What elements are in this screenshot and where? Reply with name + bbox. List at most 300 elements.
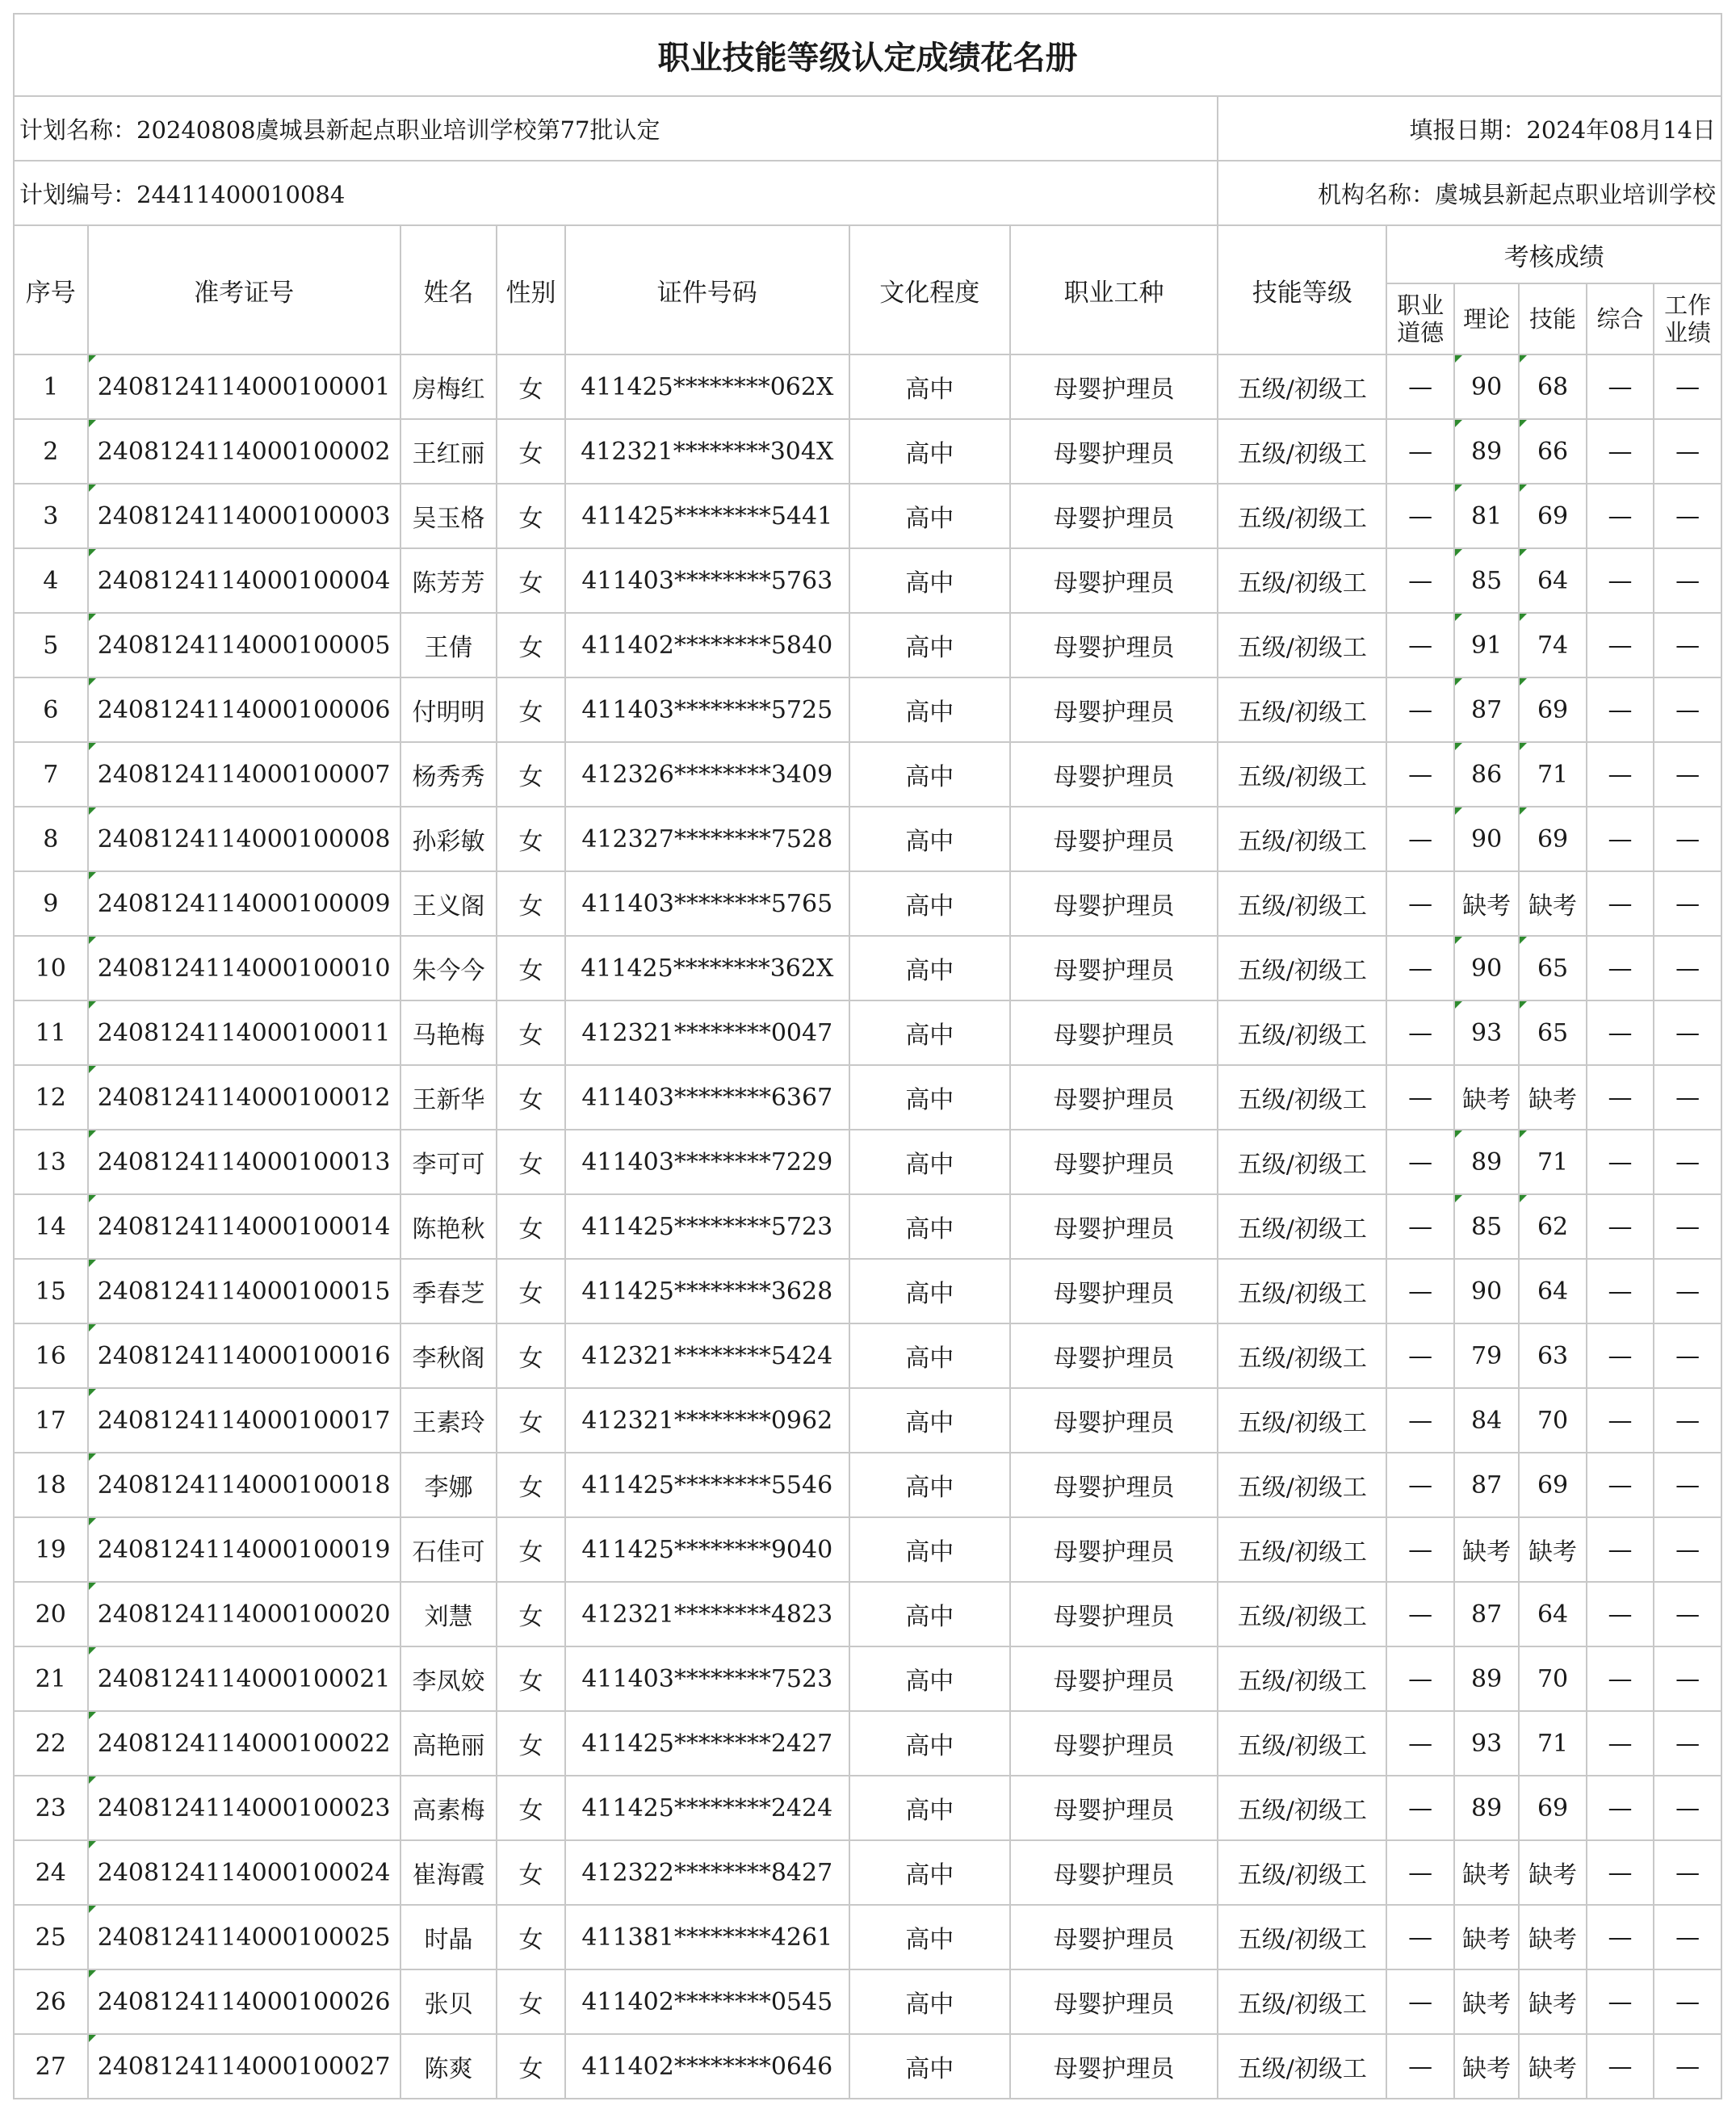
cell-gender: 女 <box>497 1517 564 1582</box>
cell-work-performance: — <box>1654 677 1721 742</box>
cell-occupation: 母婴护理员 <box>1010 1646 1218 1711</box>
cell-comprehensive: — <box>1587 1130 1654 1194</box>
cell-occupation: 母婴护理员 <box>1010 1840 1218 1905</box>
cell-gender: 女 <box>497 1969 564 2034</box>
cell-comprehensive: — <box>1587 1711 1654 1776</box>
cell-ethics: — <box>1386 1453 1453 1517</box>
cell-comprehensive: — <box>1587 936 1654 1000</box>
cell-occupation: 母婴护理员 <box>1010 419 1218 484</box>
header-work-performance: 工作 业绩 <box>1654 283 1721 354</box>
cell-education: 高中 <box>849 1646 1010 1711</box>
cell-id-number: 411403********5763 <box>565 548 849 613</box>
cell-comprehensive: — <box>1587 1969 1654 2034</box>
cell-ethics: — <box>1386 1711 1453 1776</box>
header-ethics: 职业 道德 <box>1386 283 1453 354</box>
cell-occupation: 母婴护理员 <box>1010 1388 1218 1453</box>
cell-exam-id: 2408124114000100004 <box>88 548 400 613</box>
cell-ethics: — <box>1386 613 1453 677</box>
cell-ethics: — <box>1386 2034 1453 2099</box>
cell-skill: 69 <box>1519 484 1586 548</box>
cell-ethics: — <box>1386 677 1453 742</box>
cell-seq: 4 <box>14 548 88 613</box>
cell-work-performance: — <box>1654 1388 1721 1453</box>
cell-seq: 25 <box>14 1905 88 1969</box>
cell-skill: 69 <box>1519 807 1586 871</box>
cell-occupation: 母婴护理员 <box>1010 936 1218 1000</box>
cell-exam-id: 2408124114000100010 <box>88 936 400 1000</box>
cell-skill: 62 <box>1519 1194 1586 1259</box>
cell-occupation: 母婴护理员 <box>1010 354 1218 419</box>
cell-education: 高中 <box>849 1840 1010 1905</box>
cell-id-number: 411381********4261 <box>565 1905 849 1969</box>
cell-exam-id: 2408124114000100019 <box>88 1517 400 1582</box>
cell-skill-level: 五级/初级工 <box>1218 1517 1386 1582</box>
cell-skill-level: 五级/初级工 <box>1218 1259 1386 1323</box>
table-row <box>14 1711 1721 1776</box>
cell-exam-id: 2408124114000100003 <box>88 484 400 548</box>
cell-exam-id: 2408124114000100016 <box>88 1323 400 1388</box>
cell-work-performance: — <box>1654 1905 1721 1969</box>
page-title: 职业技能等级认定成绩花名册 <box>14 14 1721 96</box>
table-row <box>14 1453 1721 1517</box>
cell-occupation: 母婴护理员 <box>1010 1905 1218 1969</box>
cell-id-number: 411403********5725 <box>565 677 849 742</box>
cell-skill-level: 五级/初级工 <box>1218 484 1386 548</box>
cell-work-performance: — <box>1654 807 1721 871</box>
cell-work-performance: — <box>1654 1711 1721 1776</box>
cell-name: 李可可 <box>400 1130 497 1194</box>
cell-occupation: 母婴护理员 <box>1010 1453 1218 1517</box>
fill-date: 填报日期：2024年08月14日 <box>1218 96 1721 161</box>
cell-gender: 女 <box>497 419 564 484</box>
cell-name: 王新华 <box>400 1065 497 1130</box>
cell-gender: 女 <box>497 1453 564 1517</box>
cell-gender: 女 <box>497 1194 564 1259</box>
cell-education: 高中 <box>849 1323 1010 1388</box>
cell-occupation: 母婴护理员 <box>1010 1259 1218 1323</box>
table-row <box>14 1194 1721 1259</box>
cell-theory: 93 <box>1454 1000 1519 1065</box>
table-row <box>14 1646 1721 1711</box>
cell-education: 高中 <box>849 613 1010 677</box>
cell-exam-id: 2408124114000100009 <box>88 871 400 936</box>
cell-theory: 89 <box>1454 1646 1519 1711</box>
cell-theory: 93 <box>1454 1711 1519 1776</box>
cell-work-performance: — <box>1654 1517 1721 1582</box>
cell-comprehensive: — <box>1587 1194 1654 1259</box>
cell-name: 高艳丽 <box>400 1711 497 1776</box>
cell-comprehensive: — <box>1587 1840 1654 1905</box>
cell-work-performance: — <box>1654 1582 1721 1646</box>
cell-theory: 缺考 <box>1454 1065 1519 1130</box>
header-exam-id: 准考证号 <box>88 225 400 354</box>
cell-education: 高中 <box>849 807 1010 871</box>
cell-skill: 71 <box>1519 1711 1586 1776</box>
cell-education: 高中 <box>849 1130 1010 1194</box>
cell-work-performance: — <box>1654 1776 1721 1840</box>
cell-seq: 20 <box>14 1582 88 1646</box>
cell-name: 李凤姣 <box>400 1646 497 1711</box>
cell-ethics: — <box>1386 1130 1453 1194</box>
cell-occupation: 母婴护理员 <box>1010 613 1218 677</box>
cell-skill-level: 五级/初级工 <box>1218 613 1386 677</box>
table-row <box>14 2034 1721 2099</box>
cell-education: 高中 <box>849 1711 1010 1776</box>
cell-seq: 16 <box>14 1323 88 1388</box>
cell-name: 张贝 <box>400 1969 497 2034</box>
cell-seq: 5 <box>14 613 88 677</box>
cell-name: 孙彩敏 <box>400 807 497 871</box>
cell-work-performance: — <box>1654 484 1721 548</box>
plan-name: 计划名称：20240808虞城县新起点职业培训学校第77批认定 <box>14 96 1218 161</box>
cell-skill: 缺考 <box>1519 1517 1586 1582</box>
cell-occupation: 母婴护理员 <box>1010 742 1218 807</box>
cell-comprehensive: — <box>1587 1259 1654 1323</box>
cell-skill: 缺考 <box>1519 1840 1586 1905</box>
cell-ethics: — <box>1386 1776 1453 1840</box>
cell-id-number: 412327********7528 <box>565 807 849 871</box>
cell-comprehensive: — <box>1587 677 1654 742</box>
cell-id-number: 412321********4823 <box>565 1582 849 1646</box>
cell-exam-id: 2408124114000100024 <box>88 1840 400 1905</box>
cell-theory: 缺考 <box>1454 1517 1519 1582</box>
header-skill-level: 技能等级 <box>1218 225 1386 354</box>
cell-name: 李娜 <box>400 1453 497 1517</box>
header-scores-group: 考核成绩 <box>1386 225 1721 283</box>
cell-id-number: 411425********062X <box>565 354 849 419</box>
cell-name: 陈艳秋 <box>400 1194 497 1259</box>
cell-gender: 女 <box>497 936 564 1000</box>
cell-gender: 女 <box>497 1840 564 1905</box>
cell-name: 崔海霞 <box>400 1840 497 1905</box>
cell-theory: 缺考 <box>1454 1840 1519 1905</box>
cell-exam-id: 2408124114000100020 <box>88 1582 400 1646</box>
cell-education: 高中 <box>849 354 1010 419</box>
cell-skill-level: 五级/初级工 <box>1218 419 1386 484</box>
table-row <box>14 484 1721 548</box>
cell-gender: 女 <box>497 613 564 677</box>
cell-ethics: — <box>1386 1517 1453 1582</box>
cell-seq: 10 <box>14 936 88 1000</box>
table-row <box>14 1969 1721 2034</box>
cell-work-performance: — <box>1654 1065 1721 1130</box>
cell-theory: 89 <box>1454 419 1519 484</box>
cell-id-number: 411402********0545 <box>565 1969 849 2034</box>
cell-ethics: — <box>1386 1905 1453 1969</box>
cell-work-performance: — <box>1654 613 1721 677</box>
cell-comprehensive: — <box>1587 613 1654 677</box>
cell-seq: 6 <box>14 677 88 742</box>
cell-theory: 89 <box>1454 1130 1519 1194</box>
cell-gender: 女 <box>497 2034 564 2099</box>
cell-gender: 女 <box>497 807 564 871</box>
cell-work-performance: — <box>1654 2034 1721 2099</box>
cell-exam-id: 2408124114000100006 <box>88 677 400 742</box>
cell-id-number: 411425********5546 <box>565 1453 849 1517</box>
cell-skill: 69 <box>1519 1776 1586 1840</box>
cell-id-number: 411425********2424 <box>565 1776 849 1840</box>
table-row <box>14 1840 1721 1905</box>
cell-theory: 81 <box>1454 484 1519 548</box>
cell-seq: 7 <box>14 742 88 807</box>
cell-occupation: 母婴护理员 <box>1010 1194 1218 1259</box>
cell-seq: 22 <box>14 1711 88 1776</box>
table-row <box>14 1323 1721 1388</box>
cell-theory: 90 <box>1454 354 1519 419</box>
cell-ethics: — <box>1386 1259 1453 1323</box>
cell-work-performance: — <box>1654 1840 1721 1905</box>
cell-skill: 69 <box>1519 677 1586 742</box>
header-id-number: 证件号码 <box>565 225 849 354</box>
cell-seq: 18 <box>14 1453 88 1517</box>
cell-work-performance: — <box>1654 1323 1721 1388</box>
cell-exam-id: 2408124114000100017 <box>88 1388 400 1453</box>
cell-ethics: — <box>1386 1969 1453 2034</box>
cell-comprehensive: — <box>1587 1388 1654 1453</box>
cell-comprehensive: — <box>1587 807 1654 871</box>
cell-ethics: — <box>1386 548 1453 613</box>
cell-skill-level: 五级/初级工 <box>1218 677 1386 742</box>
cell-name: 朱今今 <box>400 936 497 1000</box>
table-row <box>14 419 1721 484</box>
cell-name: 陈爽 <box>400 2034 497 2099</box>
cell-id-number: 412322********8427 <box>565 1840 849 1905</box>
cell-comprehensive: — <box>1587 871 1654 936</box>
cell-skill-level: 五级/初级工 <box>1218 1194 1386 1259</box>
cell-education: 高中 <box>849 1582 1010 1646</box>
header-skill: 技能 <box>1519 283 1586 354</box>
cell-exam-id: 2408124114000100021 <box>88 1646 400 1711</box>
cell-skill-level: 五级/初级工 <box>1218 936 1386 1000</box>
cell-exam-id: 2408124114000100015 <box>88 1259 400 1323</box>
cell-skill: 70 <box>1519 1646 1586 1711</box>
cell-gender: 女 <box>497 548 564 613</box>
cell-gender: 女 <box>497 1323 564 1388</box>
cell-occupation: 母婴护理员 <box>1010 1323 1218 1388</box>
cell-theory: 85 <box>1454 548 1519 613</box>
cell-skill-level: 五级/初级工 <box>1218 1905 1386 1969</box>
cell-comprehensive: — <box>1587 1517 1654 1582</box>
cell-id-number: 412321********5424 <box>565 1323 849 1388</box>
cell-skill: 71 <box>1519 742 1586 807</box>
cell-work-performance: — <box>1654 354 1721 419</box>
cell-exam-id: 2408124114000100023 <box>88 1776 400 1840</box>
cell-skill: 69 <box>1519 1453 1586 1517</box>
cell-skill-level: 五级/初级工 <box>1218 1323 1386 1388</box>
cell-skill: 66 <box>1519 419 1586 484</box>
cell-seq: 1 <box>14 354 88 419</box>
cell-gender: 女 <box>497 1065 564 1130</box>
cell-theory: 87 <box>1454 1582 1519 1646</box>
table-row <box>14 936 1721 1000</box>
cell-theory: 79 <box>1454 1323 1519 1388</box>
cell-gender: 女 <box>497 1776 564 1840</box>
cell-education: 高中 <box>849 1259 1010 1323</box>
cell-id-number: 411403********6367 <box>565 1065 849 1130</box>
cell-exam-id: 2408124114000100005 <box>88 613 400 677</box>
cell-skill-level: 五级/初级工 <box>1218 1453 1386 1517</box>
cell-work-performance: — <box>1654 419 1721 484</box>
cell-ethics: — <box>1386 1582 1453 1646</box>
cell-skill-level: 五级/初级工 <box>1218 1065 1386 1130</box>
cell-education: 高中 <box>849 936 1010 1000</box>
plan-number: 计划编号：24411400010084 <box>14 161 1218 225</box>
table-row <box>14 1582 1721 1646</box>
cell-id-number: 411425********9040 <box>565 1517 849 1582</box>
cell-id-number: 411403********7523 <box>565 1646 849 1711</box>
cell-gender: 女 <box>497 1000 564 1065</box>
cell-seq: 2 <box>14 419 88 484</box>
cell-work-performance: — <box>1654 1453 1721 1517</box>
cell-skill-level: 五级/初级工 <box>1218 2034 1386 2099</box>
cell-gender: 女 <box>497 354 564 419</box>
table-row <box>14 1000 1721 1065</box>
cell-skill-level: 五级/初级工 <box>1218 1582 1386 1646</box>
roster-sheet <box>13 13 1722 2099</box>
cell-ethics: — <box>1386 484 1453 548</box>
cell-name: 王红丽 <box>400 419 497 484</box>
cell-skill-level: 五级/初级工 <box>1218 1969 1386 2034</box>
cell-skill: 缺考 <box>1519 1969 1586 2034</box>
cell-work-performance: — <box>1654 548 1721 613</box>
cell-skill: 71 <box>1519 1130 1586 1194</box>
cell-seq: 12 <box>14 1065 88 1130</box>
cell-seq: 15 <box>14 1259 88 1323</box>
cell-skill-level: 五级/初级工 <box>1218 548 1386 613</box>
table-row <box>14 1130 1721 1194</box>
cell-id-number: 412321********304X <box>565 419 849 484</box>
cell-theory: 89 <box>1454 1776 1519 1840</box>
header-education: 文化程度 <box>849 225 1010 354</box>
cell-work-performance: — <box>1654 1000 1721 1065</box>
cell-seq: 11 <box>14 1000 88 1065</box>
cell-id-number: 412321********0047 <box>565 1000 849 1065</box>
cell-name: 马艳梅 <box>400 1000 497 1065</box>
cell-exam-id: 2408124114000100018 <box>88 1453 400 1517</box>
cell-theory: 91 <box>1454 613 1519 677</box>
table-row <box>14 871 1721 936</box>
org-name: 机构名称：虞城县新起点职业培训学校 <box>1218 161 1721 225</box>
cell-skill-level: 五级/初级工 <box>1218 354 1386 419</box>
cell-skill-level: 五级/初级工 <box>1218 871 1386 936</box>
cell-comprehensive: — <box>1587 484 1654 548</box>
cell-name: 李秋阁 <box>400 1323 497 1388</box>
cell-occupation: 母婴护理员 <box>1010 1711 1218 1776</box>
cell-id-number: 412326********3409 <box>565 742 849 807</box>
header-theory: 理论 <box>1454 283 1519 354</box>
cell-gender: 女 <box>497 1711 564 1776</box>
cell-education: 高中 <box>849 742 1010 807</box>
cell-comprehensive: — <box>1587 1000 1654 1065</box>
table-row <box>14 1905 1721 1969</box>
cell-skill: 65 <box>1519 936 1586 1000</box>
cell-gender: 女 <box>497 1130 564 1194</box>
cell-theory: 85 <box>1454 1194 1519 1259</box>
cell-id-number: 411403********7229 <box>565 1130 849 1194</box>
table-row <box>14 354 1721 419</box>
cell-theory: 86 <box>1454 742 1519 807</box>
cell-occupation: 母婴护理员 <box>1010 484 1218 548</box>
cell-work-performance: — <box>1654 1646 1721 1711</box>
table-row <box>14 742 1721 807</box>
cell-gender: 女 <box>497 871 564 936</box>
cell-exam-id: 2408124114000100014 <box>88 1194 400 1259</box>
cell-work-performance: — <box>1654 742 1721 807</box>
cell-education: 高中 <box>849 548 1010 613</box>
header-comprehensive: 综合 <box>1587 283 1654 354</box>
cell-seq: 27 <box>14 2034 88 2099</box>
cell-education: 高中 <box>849 1517 1010 1582</box>
cell-id-number: 411425********362X <box>565 936 849 1000</box>
cell-ethics: — <box>1386 1840 1453 1905</box>
cell-skill-level: 五级/初级工 <box>1218 1130 1386 1194</box>
cell-comprehensive: — <box>1587 419 1654 484</box>
cell-ethics: — <box>1386 354 1453 419</box>
cell-seq: 3 <box>14 484 88 548</box>
cell-work-performance: — <box>1654 936 1721 1000</box>
cell-id-number: 411425********5723 <box>565 1194 849 1259</box>
cell-skill: 缺考 <box>1519 1905 1586 1969</box>
cell-education: 高中 <box>849 677 1010 742</box>
cell-skill: 64 <box>1519 1582 1586 1646</box>
cell-ethics: — <box>1386 807 1453 871</box>
cell-education: 高中 <box>849 2034 1010 2099</box>
cell-theory: 缺考 <box>1454 871 1519 936</box>
cell-skill: 65 <box>1519 1000 1586 1065</box>
cell-seq: 13 <box>14 1130 88 1194</box>
cell-comprehensive: — <box>1587 742 1654 807</box>
cell-id-number: 412321********0962 <box>565 1388 849 1453</box>
cell-gender: 女 <box>497 1259 564 1323</box>
cell-exam-id: 2408124114000100012 <box>88 1065 400 1130</box>
cell-exam-id: 2408124114000100007 <box>88 742 400 807</box>
cell-gender: 女 <box>497 1582 564 1646</box>
cell-skill: 64 <box>1519 1259 1586 1323</box>
cell-theory: 90 <box>1454 807 1519 871</box>
table-row <box>14 807 1721 871</box>
cell-comprehensive: — <box>1587 1776 1654 1840</box>
cell-ethics: — <box>1386 1065 1453 1130</box>
cell-education: 高中 <box>849 484 1010 548</box>
cell-name: 时晶 <box>400 1905 497 1969</box>
cell-occupation: 母婴护理员 <box>1010 871 1218 936</box>
cell-ethics: — <box>1386 1646 1453 1711</box>
cell-education: 高中 <box>849 1000 1010 1065</box>
cell-comprehensive: — <box>1587 2034 1654 2099</box>
cell-occupation: 母婴护理员 <box>1010 1517 1218 1582</box>
table-row <box>14 1776 1721 1840</box>
cell-seq: 9 <box>14 871 88 936</box>
cell-id-number: 411425********5441 <box>565 484 849 548</box>
cell-occupation: 母婴护理员 <box>1010 1776 1218 1840</box>
cell-name: 王义阁 <box>400 871 497 936</box>
cell-skill: 缺考 <box>1519 1065 1586 1130</box>
cell-occupation: 母婴护理员 <box>1010 1130 1218 1194</box>
cell-seq: 24 <box>14 1840 88 1905</box>
cell-exam-id: 2408124114000100013 <box>88 1130 400 1194</box>
cell-gender: 女 <box>497 742 564 807</box>
cell-gender: 女 <box>497 1388 564 1453</box>
table-row <box>14 1065 1721 1130</box>
cell-name: 季春芝 <box>400 1259 497 1323</box>
cell-occupation: 母婴护理员 <box>1010 1065 1218 1130</box>
cell-name: 高素梅 <box>400 1776 497 1840</box>
cell-seq: 23 <box>14 1776 88 1840</box>
cell-theory: 87 <box>1454 677 1519 742</box>
cell-ethics: — <box>1386 419 1453 484</box>
cell-skill-level: 五级/初级工 <box>1218 1000 1386 1065</box>
cell-exam-id: 2408124114000100002 <box>88 419 400 484</box>
